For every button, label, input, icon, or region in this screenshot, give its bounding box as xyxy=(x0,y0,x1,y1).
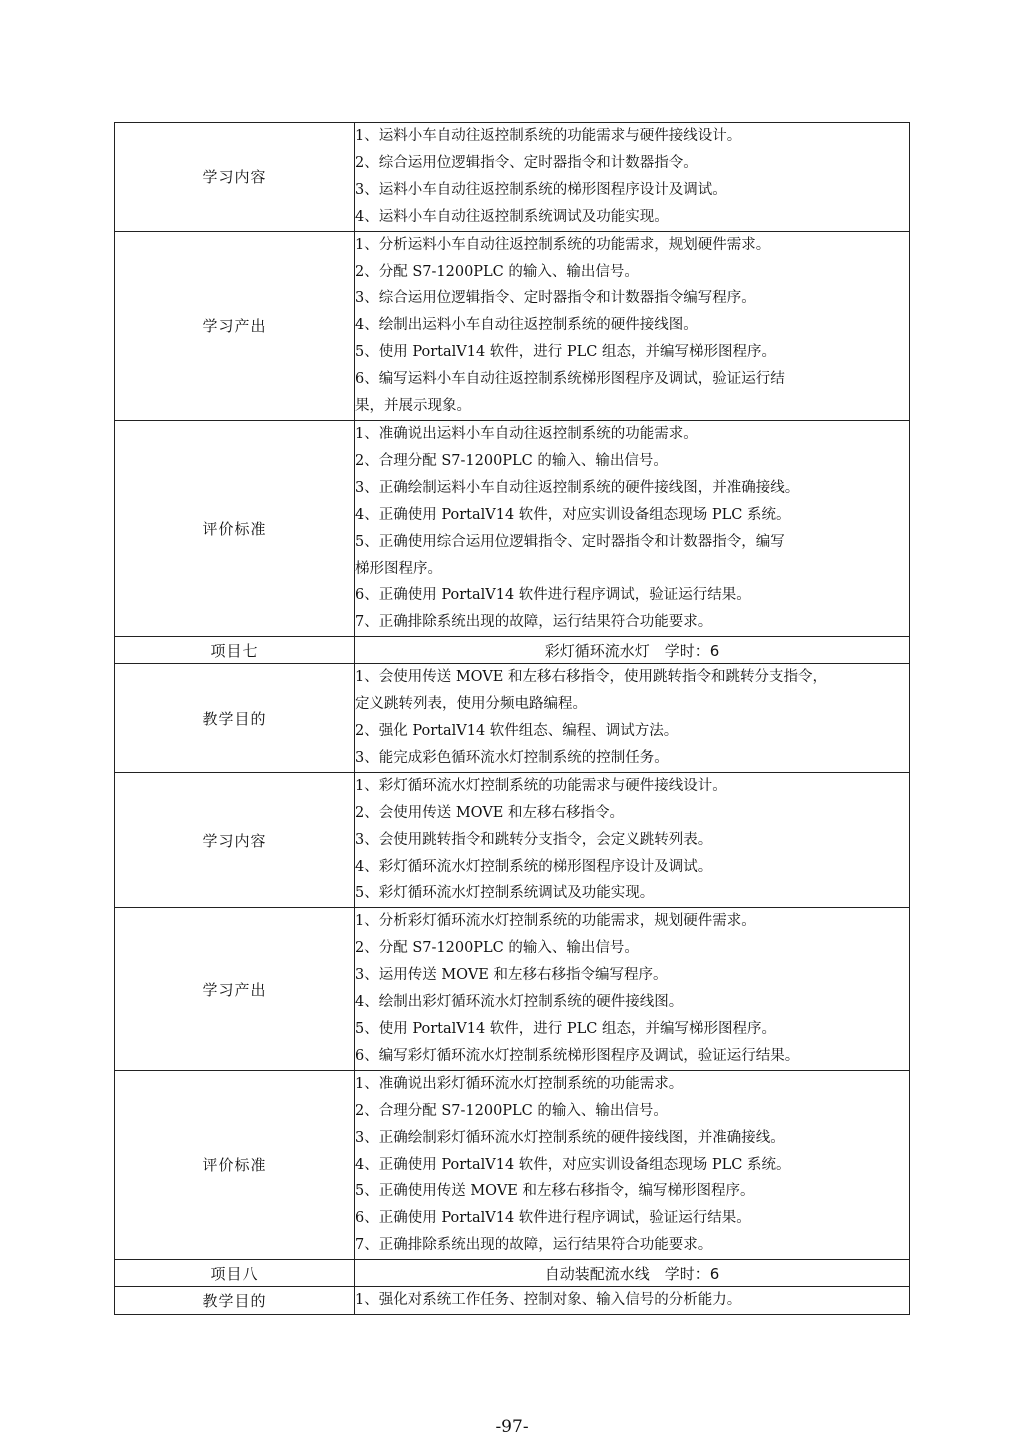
section-content xyxy=(355,1070,910,1259)
content-line: 1、准确说出运料小车自动往返控制系统的功能需求。 xyxy=(355,425,698,442)
content-line: 3、综合运用位逻辑指令、定时器指令和计数器指令编写程序。 xyxy=(355,290,756,307)
content-line: 4、绘制出运料小车自动往返控制系统的硬件接线图。 xyxy=(355,317,698,334)
section-label: 教学目的 xyxy=(115,664,355,773)
content-line: 梯形图程序。 xyxy=(355,560,442,577)
section-content xyxy=(355,908,910,1070)
content-line: 2、会使用传送 MOVE 和左移右移指令。 xyxy=(355,804,624,821)
content-line: 3、运料小车自动往返控制系统的梯形图程序设计及调试。 xyxy=(355,181,727,198)
section-row xyxy=(115,1070,910,1259)
content-line: 4、运料小车自动往返控制系统调试及功能实现。 xyxy=(355,208,669,225)
content-line: 4、正确使用 PortalV14 软件，对应实训设备组态现场 PLC 系统。 xyxy=(355,1156,791,1173)
section-content xyxy=(355,772,910,908)
section-row xyxy=(115,420,910,636)
table-body xyxy=(115,123,910,1315)
section-row xyxy=(115,231,910,420)
section-label: 评价标准 xyxy=(115,420,355,636)
content-line: 1、分析运料小车自动往返控制系统的功能需求，规划硬件需求。 xyxy=(355,236,771,253)
content-line: 5、正确使用综合运用位逻辑指令、定时器指令和计数器指令，编写 xyxy=(355,533,785,550)
project-label: 项目八 xyxy=(115,1260,355,1287)
content-line: 2、分配 S7-1200PLC 的输入、输出信号。 xyxy=(355,940,639,957)
section-content xyxy=(355,420,910,636)
project-title: 彩灯循环流水灯 学时：6 xyxy=(355,637,910,664)
content-line: 2、合理分配 S7-1200PLC 的输入、输出信号。 xyxy=(355,1102,668,1119)
content-line: 2、强化 PortalV14 软件组态、编程、调试方法。 xyxy=(355,723,679,740)
content-line: 4、彩灯循环流水灯控制系统的梯形图程序设计及调试。 xyxy=(355,858,713,875)
section-label: 学习产出 xyxy=(115,908,355,1070)
content-line: 1、运料小车自动往返控制系统的功能需求与硬件接线设计。 xyxy=(355,128,742,144)
content-line: 2、综合运用位逻辑指令、定时器指令和计数器指令。 xyxy=(355,154,698,171)
section-row xyxy=(115,123,910,232)
section-row xyxy=(115,772,910,908)
project-label: 项目七 xyxy=(115,637,355,664)
section-row xyxy=(115,664,910,773)
content-line: 5、使用 PortalV14 软件，进行 PLC 组态，并编写梯形图程序。 xyxy=(355,344,777,361)
content-line: 6、正确使用 PortalV14 软件进行程序调试，验证运行结果。 xyxy=(355,1210,751,1227)
content-line: 7、正确排除系统出现的故障，运行结果符合功能要求。 xyxy=(355,614,713,631)
content-line: 7、正确排除系统出现的故障，运行结果符合功能要求。 xyxy=(355,1237,713,1254)
content-line: 1、强化对系统工作任务、控制对象、输入信号的分析能力。 xyxy=(355,1292,742,1309)
content-line: 3、能完成彩色循环流水灯控制系统的控制任务。 xyxy=(355,749,669,766)
content-line: 5、正确使用传送 MOVE 和左移右移指令，编写梯形图程序。 xyxy=(355,1183,755,1200)
content-line: 定义跳转列表，使用分频电路编程。 xyxy=(355,696,587,713)
section-label: 教学目的 xyxy=(115,1287,355,1315)
section-content xyxy=(355,664,910,773)
content-line: 1、会使用传送 MOVE 和左移右移指令，使用跳转指令和跳转分支指令， xyxy=(355,669,827,686)
section-label: 学习内容 xyxy=(115,123,355,232)
content-line: 1、彩灯循环流水灯控制系统的功能需求与硬件接线设计。 xyxy=(355,777,727,794)
content-line: 5、使用 PortalV14 软件，进行 PLC 组态，并编写梯形图程序。 xyxy=(355,1021,777,1037)
content-line: 4、绘制出彩灯循环流水灯控制系统的硬件接线图。 xyxy=(355,994,684,1011)
section-content xyxy=(355,123,910,232)
section-label: 学习内容 xyxy=(115,772,355,908)
content-line: 3、运用传送 MOVE 和左移右移指令编写程序。 xyxy=(355,967,668,984)
content-line: 2、分配 S7-1200PLC 的输入、输出信号。 xyxy=(355,263,639,280)
content-line: 3、正确绘制彩灯循环流水灯控制系统的硬件接线图，并准确接线。 xyxy=(355,1129,785,1146)
content-line: 果，并展示现象。 xyxy=(355,398,471,415)
content-line: 3、正确绘制运料小车自动往返控制系统的硬件接线图，并准确接线。 xyxy=(355,479,800,496)
content-line: 6、编写彩灯循环流水灯控制系统梯形图程序及调试，验证运行结果。 xyxy=(355,1047,800,1064)
content-line: 1、分析彩灯循环流水灯控制系统的功能需求，规划硬件需求。 xyxy=(355,913,756,930)
section-label: 评价标准 xyxy=(115,1070,355,1259)
project-header-row xyxy=(115,1260,910,1287)
content-line: 6、正确使用 PortalV14 软件进行程序调试，验证运行结果。 xyxy=(355,587,751,604)
content-line: 6、编写运料小车自动往返控制系统梯形图程序及调试，验证运行结 xyxy=(355,371,785,388)
section-content xyxy=(355,231,910,420)
section-row xyxy=(115,1287,910,1315)
curriculum-table xyxy=(114,122,910,1315)
content-line: 1、准确说出彩灯循环流水灯控制系统的功能需求。 xyxy=(355,1075,684,1092)
content-line: 5、彩灯循环流水灯控制系统调试及功能实现。 xyxy=(355,885,655,902)
section-content xyxy=(355,1287,910,1315)
content-line: 4、正确使用 PortalV14 软件，对应实训设备组态现场 PLC 系统。 xyxy=(355,506,791,523)
page-number: -97- xyxy=(495,1417,529,1437)
project-title: 自动装配流水线 学时：6 xyxy=(355,1260,910,1287)
content-line: 3、会使用跳转指令和跳转分支指令，会定义跳转列表。 xyxy=(355,831,713,848)
section-row xyxy=(115,908,910,1070)
content-line: 2、合理分配 S7-1200PLC 的输入、输出信号。 xyxy=(355,452,668,469)
section-label: 学习产出 xyxy=(115,231,355,420)
project-header-row xyxy=(115,637,910,664)
